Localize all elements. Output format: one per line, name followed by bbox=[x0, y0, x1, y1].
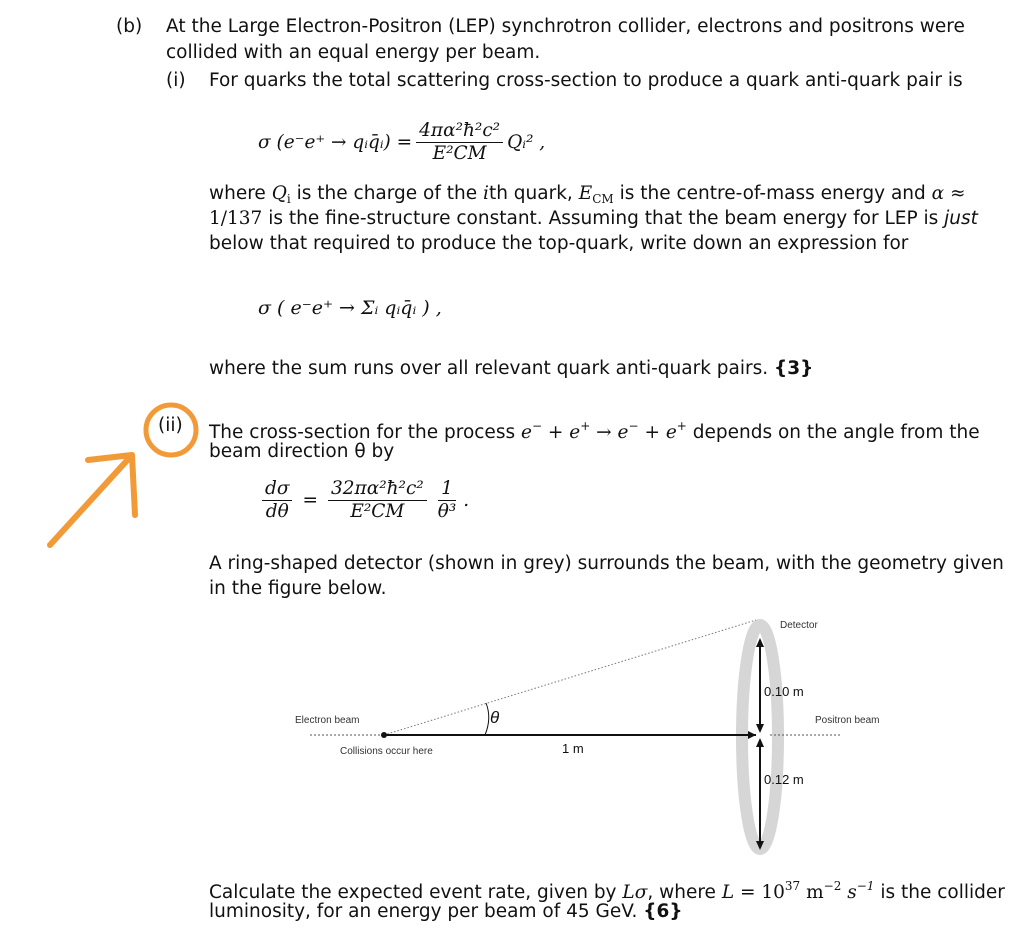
equation-1-numerator: 4πα²ħ²c² bbox=[416, 120, 503, 143]
equals-sign: = bbox=[302, 489, 318, 511]
equation-1-denominator: E²CM bbox=[432, 143, 487, 164]
collisions-label: Collisions occur here bbox=[340, 746, 433, 757]
detector-figure bbox=[280, 610, 900, 860]
calc-line2 bbox=[209, 899, 683, 925]
period: . bbox=[463, 489, 470, 511]
lower-arrowhead-top-icon bbox=[756, 738, 764, 747]
collision-point bbox=[381, 732, 387, 738]
i-symbol: i bbox=[483, 183, 489, 204]
distance-label: 1 m bbox=[562, 741, 584, 756]
angle-ray bbox=[384, 620, 756, 735]
calc-line1-c: is the collider bbox=[880, 882, 1005, 903]
alpha-approx-symbol: α ≈ bbox=[931, 183, 966, 204]
process-equation: e− + e+ → e− + e+ bbox=[520, 419, 687, 443]
sum-line-text: where the sum runs over all relevant quark anti-quark pairs. bbox=[209, 358, 769, 379]
part-i-line1: For quarks the total scattering cross-section to produce a quark anti-quark pair is bbox=[209, 70, 963, 91]
q-i-symbol: $Q_i$ bbox=[271, 183, 291, 206]
part-b-intro-line2: collided with an equal energy per beam. bbox=[166, 42, 541, 63]
part-i-label: (i) bbox=[166, 70, 186, 91]
detector-line2: in the figure below. bbox=[209, 578, 387, 599]
positron-beam-label: Positron beam bbox=[815, 715, 880, 726]
equation-3-numerator: 32πα²ħ²c² bbox=[328, 478, 427, 501]
part-ii-line1-b: depends on the angle from the bbox=[692, 422, 980, 443]
electron-beam-label: Electron beam bbox=[295, 715, 360, 726]
fine-structure-value: 1/137 bbox=[209, 208, 263, 229]
where-text-b: is the charge of the bbox=[296, 183, 478, 204]
where-text-a: where bbox=[209, 183, 266, 204]
detector-label: Detector bbox=[780, 620, 818, 631]
equation-1-tail: Qᵢ² , bbox=[507, 131, 546, 153]
part-b-intro-line1: At the Large Electron-Positron (LEP) synchrotron collider, electrons and positrons were bbox=[166, 16, 965, 37]
dsigma: dσ bbox=[262, 478, 292, 501]
upper-arrowhead-bottom-icon bbox=[756, 724, 764, 733]
equation-3-denominator-2: θ³ bbox=[437, 501, 457, 522]
angle-arc bbox=[485, 703, 489, 735]
part-i-where-line3: below that required to produce the top-quark, write down an expression for bbox=[209, 233, 909, 254]
calc-line1-a: Calculate the expected event rate, given by bbox=[209, 882, 617, 903]
ecm-symbol: $E_{CM}$ bbox=[578, 183, 614, 206]
theta-label: θ bbox=[490, 708, 500, 727]
where-text-d: is the centre-of-mass energy and bbox=[619, 183, 926, 204]
calc-line2-text: luminosity, for an energy per beam of 45 GeV. bbox=[209, 901, 638, 922]
dtheta: dθ bbox=[265, 501, 289, 522]
luminosity-expression: $L = 10^{37}$ $m^{-2}$ $s^{-1}$ bbox=[721, 879, 875, 903]
part-ii-line2: beam direction θ by bbox=[209, 441, 395, 462]
detector-line1: A ring-shaped detector (shown in grey) surrounds the beam, with the geometry given bbox=[209, 553, 1004, 574]
just-emphasis: just bbox=[944, 208, 978, 229]
where-line2-text: is the fine-structure constant. Assuming that the beam energy for LEP is bbox=[268, 208, 939, 229]
part-ii-marks: {6} bbox=[643, 901, 683, 922]
part-ii-line1-a: The cross-section for the process bbox=[209, 422, 516, 443]
where-text-c: th quark, bbox=[488, 183, 573, 204]
part-i-marks: {3} bbox=[774, 358, 814, 379]
calc-line1: Calculate the expected event rate, given by Lσ, where $L = 10^{37}$ $m^{-2}$ $s^{-1}$ is the collider bbox=[209, 879, 1005, 903]
equation-1-lhs: σ (e⁻e⁺ → qᵢq̄ᵢ) = bbox=[258, 131, 413, 153]
equation-3-numerator-2: 1 bbox=[438, 478, 456, 501]
part-b-label: (b) bbox=[116, 16, 143, 37]
annotation-arrow-icon bbox=[50, 455, 135, 545]
l-sigma-symbol: Lσ bbox=[622, 882, 648, 903]
calc-line1-b: where bbox=[659, 882, 716, 903]
equation-3-denominator: E²CM bbox=[350, 501, 405, 522]
upper-radius-label: 0.10 m bbox=[764, 684, 804, 699]
part-ii-label: (ii) bbox=[158, 415, 183, 436]
annotation-circle bbox=[146, 405, 196, 455]
equation-2: σ ( e⁻e⁺ → Σᵢ qᵢq̄ᵢ ) , bbox=[258, 297, 442, 319]
distance-arrowhead-icon bbox=[748, 731, 756, 739]
lower-radius-label: 0.12 m bbox=[764, 772, 804, 787]
